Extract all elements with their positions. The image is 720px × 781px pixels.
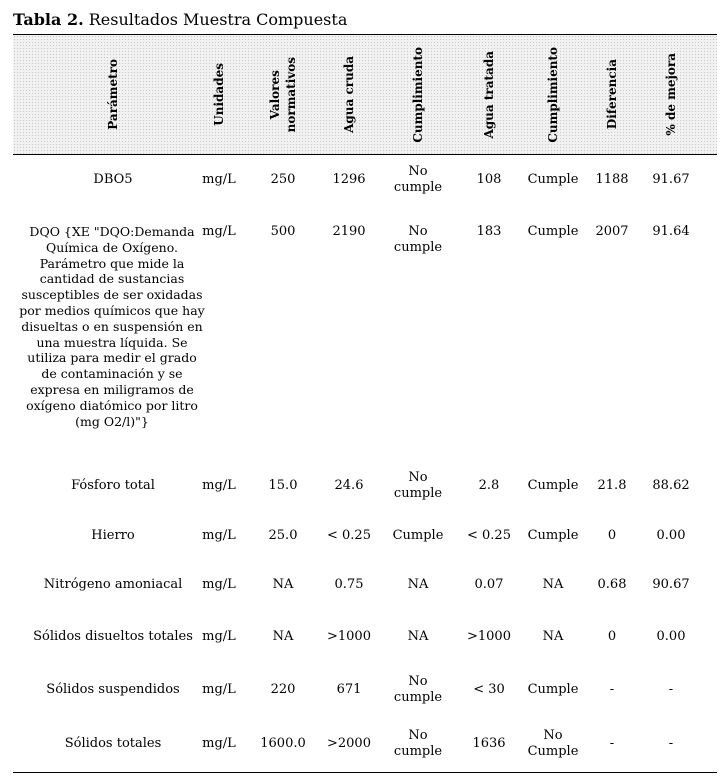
- cell-cumplimiento-cruda: No cumple: [393, 470, 443, 501]
- header-label: % de mejora: [664, 53, 678, 136]
- cell-parametro: Sólidos disueltos totales: [33, 629, 193, 644]
- cell-cumplimiento-cruda: NA: [407, 629, 429, 644]
- cell-cumplimiento-cruda: Cumple: [392, 528, 444, 543]
- cell-diferencia: -: [609, 682, 615, 697]
- cell-valores-normativos: NA: [272, 629, 294, 644]
- cell-agua-cruda: 671: [336, 682, 362, 697]
- cell-cumplimiento-cruda: No cumple: [393, 728, 443, 759]
- cell-cumplimiento-cruda: No cumple: [393, 224, 443, 255]
- cell-unidades: mg/L: [202, 577, 236, 592]
- header-label: Cumplimiento: [546, 46, 560, 143]
- cell-diferencia: -: [609, 736, 615, 751]
- cell-cumplimiento-tratada: Cumple: [527, 682, 579, 697]
- cell-valores-normativos: 15.0: [268, 478, 298, 493]
- cell-diferencia: 21.8: [597, 478, 627, 493]
- cell-agua-cruda: 1296: [332, 172, 366, 187]
- cell-cumplimiento-cruda: NA: [407, 577, 429, 592]
- cell-cumplimiento-tratada: No Cumple: [527, 728, 579, 759]
- caption-title: Resultados Muestra Compuesta: [88, 10, 348, 29]
- cell-cumplimiento-tratada: Cumple: [527, 224, 579, 239]
- cell-mejora: -: [668, 736, 674, 751]
- cell-agua-tratada: 2.8: [478, 478, 500, 493]
- cell-unidades: mg/L: [202, 224, 236, 239]
- header-valores-normativos: [253, 35, 313, 154]
- header-parametro: [18, 35, 208, 154]
- cell-parametro: Fósforo total: [71, 478, 155, 493]
- cell-cumplimiento-tratada: Cumple: [527, 528, 579, 543]
- header-label: Parámetro: [106, 59, 120, 130]
- header-label: Agua tratada: [482, 50, 496, 139]
- cell-valores-normativos: NA: [272, 577, 294, 592]
- cell-agua-tratada: >1000: [467, 629, 511, 644]
- cell-cumplimiento-tratada: NA: [542, 629, 564, 644]
- cell-valores-normativos: 1600.0: [260, 736, 306, 751]
- cell-diferencia: 2007: [595, 224, 629, 239]
- cell-cumplimiento-cruda: No cumple: [393, 674, 443, 705]
- cell-agua-cruda: 2190: [332, 224, 366, 239]
- cell-parametro: DBO5: [93, 172, 133, 187]
- header-label: Diferencia: [605, 59, 619, 130]
- cell-mejora: 0.00: [656, 528, 686, 543]
- header-label: Cumplimiento: [411, 46, 425, 143]
- cell-unidades: mg/L: [202, 172, 236, 187]
- cell-mejora: -: [668, 682, 674, 697]
- cell-parametro: Nitrógeno amoniacal: [43, 577, 183, 592]
- cell-unidades: mg/L: [202, 478, 236, 493]
- cell-agua-cruda: >2000: [327, 736, 371, 751]
- cell-parametro: Sólidos suspendidos: [46, 682, 180, 697]
- cell-agua-tratada: < 0.25: [467, 528, 511, 543]
- header-label: Valores normativos: [268, 56, 298, 133]
- table-caption: [13, 10, 347, 29]
- cell-agua-cruda: 24.6: [334, 478, 364, 493]
- cell-mejora: 90.67: [652, 577, 690, 592]
- cell-agua-tratada: 183: [476, 224, 502, 239]
- cell-diferencia: 0.68: [597, 577, 627, 592]
- cell-agua-cruda: 0.75: [334, 577, 364, 592]
- cell-cumplimiento-tratada: Cumple: [527, 172, 579, 187]
- cell-mejora: 0.00: [656, 629, 686, 644]
- header-label: Agua cruda: [342, 56, 356, 133]
- cell-diferencia: 0: [607, 629, 617, 644]
- table-bottom-rule: [13, 772, 717, 773]
- cell-mejora: 91.67: [652, 172, 690, 187]
- cell-valores-normativos: 250: [270, 172, 296, 187]
- cell-unidades: mg/L: [202, 736, 236, 751]
- cell-cumplimiento-tratada: NA: [542, 577, 564, 592]
- cell-mejora: 91.64: [652, 224, 690, 239]
- cell-agua-tratada: < 30: [473, 682, 505, 697]
- caption-label: Tabla 2.: [13, 10, 84, 29]
- header-diferencia: [587, 35, 637, 154]
- header-agua-tratada: [458, 35, 520, 154]
- cell-unidades: mg/L: [202, 528, 236, 543]
- header-cumplimiento-tratada: [522, 35, 584, 154]
- cell-agua-tratada: 108: [476, 172, 502, 187]
- header-agua-cruda: [318, 35, 380, 154]
- header-mejora: [643, 35, 699, 154]
- table-header-rule: [13, 154, 717, 155]
- header-unidades: [189, 35, 249, 154]
- cell-valores-normativos: 25.0: [268, 528, 298, 543]
- cell-diferencia: 1188: [595, 172, 629, 187]
- header-label: Unidades: [212, 63, 226, 126]
- cell-cumplimiento-tratada: Cumple: [527, 478, 579, 493]
- cell-mejora: 88.62: [652, 478, 690, 493]
- cell-diferencia: 0: [607, 528, 617, 543]
- cell-unidades: mg/L: [202, 629, 236, 644]
- cell-parametro: DQO {XE "DQO:Demanda Química de Oxígeno. Parámetro que mide la cantidad de sustancias susceptibles de ser oxidadas por medios químicos que hay disueltas o en suspensión en una muestra líquida. Se utiliza para medir el grado de contaminación y se expresa en miligramos de oxígeno diatómico por litro (mg O2/l)"}: [19, 224, 205, 429]
- cell-agua-tratada: 1636: [472, 736, 506, 751]
- cell-unidades: mg/L: [202, 682, 236, 697]
- cell-agua-cruda: >1000: [327, 629, 371, 644]
- cell-cumplimiento-cruda: No cumple: [393, 164, 443, 195]
- cell-valores-normativos: 220: [270, 682, 296, 697]
- cell-valores-normativos: 500: [270, 224, 296, 239]
- cell-agua-cruda: < 0.25: [327, 528, 371, 543]
- cell-parametro: Hierro: [91, 528, 135, 543]
- cell-parametro: Sólidos totales: [64, 736, 162, 751]
- cell-agua-tratada: 0.07: [474, 577, 504, 592]
- header-cumplimiento-cruda: [383, 35, 453, 154]
